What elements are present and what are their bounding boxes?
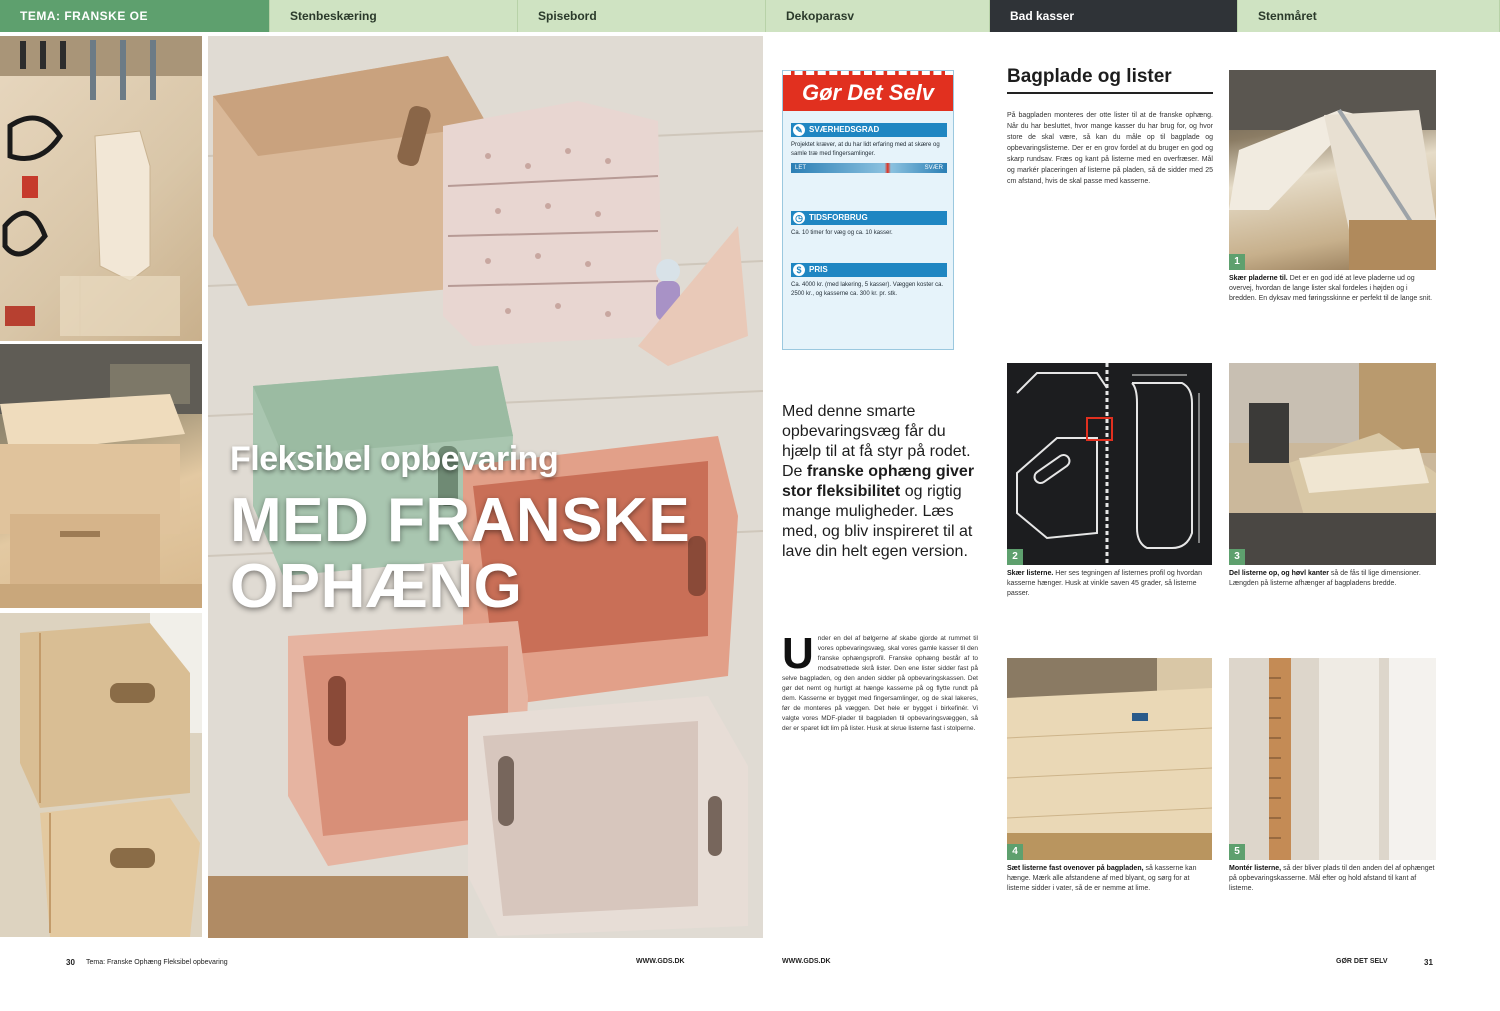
dropcap: U [782, 634, 814, 678]
footer-right-text: GØR DET SELV [1336, 958, 1388, 965]
step-4-photo [1007, 658, 1212, 860]
step-1-number: 1 [1229, 254, 1245, 270]
step-4-number: 4 [1007, 844, 1023, 860]
tab-stenbeskaering[interactable]: Stenbeskæring [270, 0, 518, 32]
step-5-caption: Montér listerne, så der bliver plads til den anden del af ophænget på opbevaringskasserne. Mål efter og hold afstand til kant af listerne. [1229, 865, 1435, 892]
step-2-caption: Skær listerne. Her ses tegningen af listernes profil og hvordan kasserne hænger. Husk at vinkle saven 45 grader, så listerne passer. [1007, 570, 1202, 597]
difficulty-section [791, 123, 947, 173]
footer-left-text: Tema: Franske Ophæng Fleksibel opbevaring [86, 959, 228, 966]
step-4-caption: Sæt listerne fast ovenover på bagpladen, så kasserne kan hænge. Mærk alle afstandene af med blyant, og sørg for at listerne sidder i vater, så de er nemme at lime. [1007, 865, 1197, 892]
difficulty-scale [791, 163, 947, 173]
difficulty-text: Projektet kræver, at du har lidt erfaring med at skære og samle træ med fingersamlinger. [791, 142, 940, 157]
difficulty-heading: ✎ SVÆRHEDSGRAD [791, 123, 947, 137]
step-5-photo [1229, 658, 1436, 860]
tab-stenmaaret[interactable]: Stenmåret [1238, 0, 1500, 32]
price-section [791, 263, 947, 299]
step-3-number: 3 [1229, 549, 1245, 565]
step-2-diagram [1007, 363, 1212, 565]
step-3 [1229, 363, 1436, 589]
step-1-caption: Skær pladerne til. Det er en god idé at leve pladerne ud og overvej, hvordan de lange lister skal fordeles i højden og i bredden. En dyksav med føringsskinne er perfekt til de lange snit. [1229, 275, 1433, 302]
intro-bold: franske ophæng giver stor fleksibilitet [782, 463, 975, 500]
step-1 [1229, 70, 1436, 304]
step-3-photo [1229, 363, 1436, 565]
step-1-photo [1229, 70, 1436, 270]
hero-title: MED FRANSKE OPHÆNG [230, 486, 691, 621]
body-left-text: nder en del af bølgerne af skabe gjorde at rummet til vores opbevaringsvæg, skal vores gamle kasser til den franske ophængsprofil. Franske ophæng består af to modsatrettede skrå lister. Den ene lister sidder fast på selve bagpladen, og den anden sidder på opbevaringskassen. Det gør det nemt og hurtigt at hænge kasserne på og flytte rundt på dem. Kasserne er bygget med fingersamlinger, og de skal lakeres, før de monteres på væggen. Det hele er bygget i birkefinér. Vi valgte vores MDF-plader til bagpladen til opbevaringsvæggen, så der er sparet lidt lim på lister. Husk at skrue listerne fast i stolperne. [782, 635, 978, 732]
coin-icon: $ [793, 264, 805, 276]
photo-box-details [0, 613, 202, 937]
time-heading: ◷ TIDSFORBRUG [791, 211, 947, 225]
time-text: Ca. 10 timer for væg og ca. 10 kasser. [791, 230, 893, 236]
scale-min-label: LET [795, 165, 807, 171]
page-number-left: 30 [66, 958, 75, 967]
gds-logo: Gør Det Selv [783, 71, 953, 111]
intro-paragraph [782, 402, 978, 562]
project-info-box [782, 70, 954, 350]
top-navigation [0, 0, 1500, 32]
footer-right-url[interactable]: WWW.GDS.DK [782, 958, 831, 965]
intro-text-b: og rigtig mange muligheder. Læs med, og bliv inspireret til at lave din helt egen version. [782, 483, 973, 560]
time-section [791, 211, 947, 238]
photo-stacked-boxes [0, 344, 202, 608]
price-text: Ca. 4000 kr. (med lakering, 5 kasser). Væggen koster ca. 2500 kr., og kasserne ca. 300 kr. pr. stk. [791, 282, 944, 297]
hero-subtitle: Fleksibel opbevaring [230, 440, 559, 478]
tab-theme[interactable]: TEMA: FRANSKE OE [0, 0, 270, 32]
scale-max-label: SVÆR [924, 165, 943, 171]
step-5 [1229, 658, 1436, 894]
price-heading: $ PRIS [791, 263, 947, 277]
tab-spisebord[interactable]: Spisebord [518, 0, 766, 32]
step-3-caption: Del listerne op, og høvl kanter så de fås til lige dimensioner. Længden på listerne afhænger af bagpladens bredde. [1229, 570, 1421, 587]
tab-bad-kasser[interactable]: Bad kasser [990, 0, 1238, 32]
tab-dekoparasv[interactable]: Dekoparasv [766, 0, 990, 32]
page-number-right: 31 [1424, 958, 1433, 967]
step-2-number: 2 [1007, 549, 1023, 565]
section-body: På bagpladen monteres der otte lister til at de franske ophæng. Når du har besluttet, hvor mange kasser du har brug for, og hvor store de skal være, så kan du måle op til bagplade og opbevaringslisterne. Der er en grov fordel at du bruger en god og skarp rundsav. Fræs og kant på listerne med en overfræser. Mål og markér placeringen af listerne på pladen, så de sidder med 25 cm afstand, hvis de skal passe med kasserne. [1007, 112, 1213, 185]
footer-left-url[interactable]: WWW.GDS.DK [636, 958, 685, 965]
step-4 [1007, 658, 1212, 894]
hero-photo [208, 36, 763, 938]
photo-workshop-tools [0, 36, 202, 341]
wrench-icon: ✎ [793, 124, 805, 136]
section-title: Bagplade og lister [1007, 66, 1213, 94]
step-5-number: 5 [1229, 844, 1245, 860]
intro-text-a: Med denne smarte opbevaringsvæg får du hjælp til at få styr på rodet. De [782, 403, 971, 480]
step-2 [1007, 363, 1212, 599]
clock-icon: ◷ [793, 212, 805, 224]
body-text-left [782, 634, 978, 936]
